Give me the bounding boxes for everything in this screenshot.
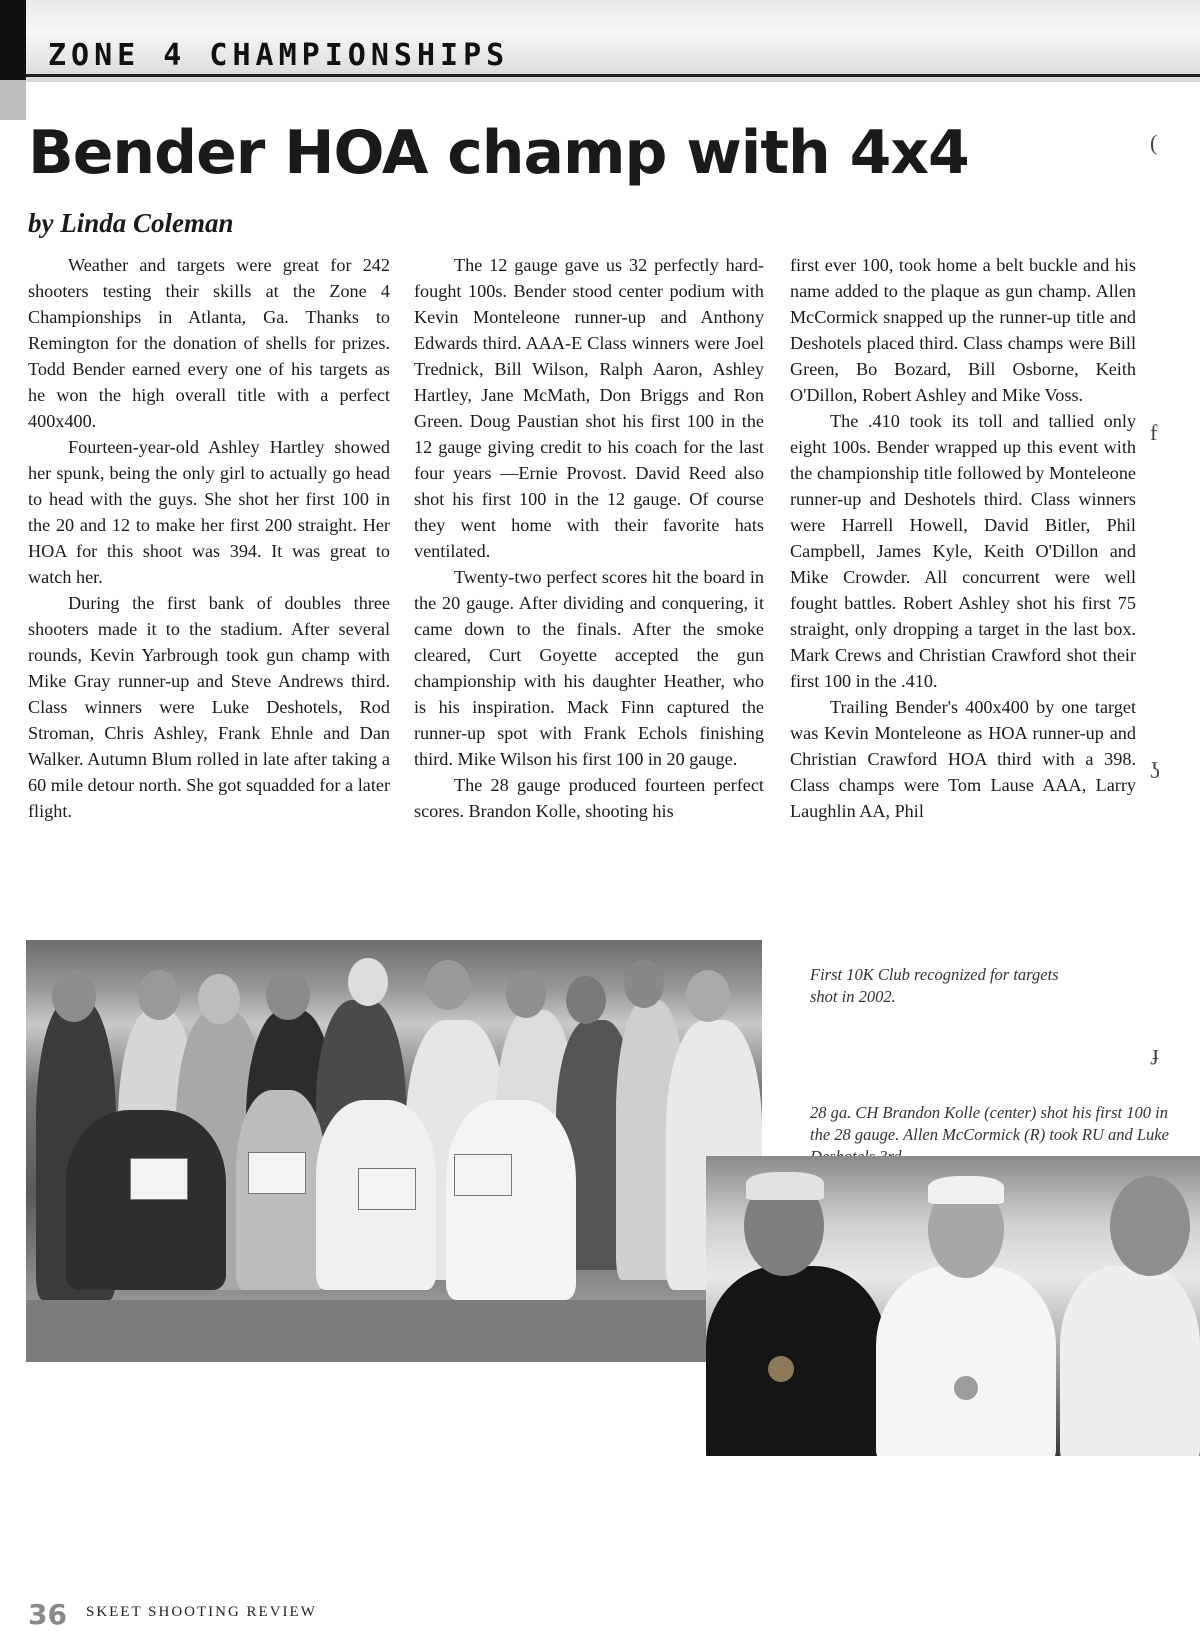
header-rule (26, 74, 1200, 77)
podium-photo-caption: 28 ga. CH Brandon Kolle (center) shot his first 100 in the 28 gauge. Allen McCormick (R) took RU and Luke (810, 1103, 1169, 1144)
group-photo (26, 940, 762, 1362)
page-number: 36 (28, 1598, 67, 1631)
article-byline: by Linda Coleman (28, 208, 234, 238)
publication-name: SKEET SHOOTING REVIEW (86, 1604, 317, 1620)
paragraph: During the first bank of doubles three shooters made it to the stadium. After several rounds, Kevin Yarbrough took gun champ with Mike Gray runner-up and Steve Andrews third. Class winners were Luke Deshotels, Rod Stroman, Chris Ashley, Frank Ehnle and Dan Walker. Autumn Blum rolled in late after taking a 60 mile detour north. She got squadded for a later flight. (28, 593, 390, 821)
paragraph: The 28 gauge produced fourteen perfect scores. Brandon Kolle, shooting his (414, 775, 764, 821)
header-accent-grey (0, 80, 26, 120)
paragraph: The 12 gauge gave us 32 perfectly hard-fought 100s. Bender stood center podium with Kevin Monteleone runner-up and Anthony Edwards third. AAA-E Class winners were Joel Trednick, Bill Wilson, Ralph Aaron, Ashley Hartley, Jane McMath, Don Briggs and Ron Green. Doug Paustian shot his first 100 in the 12 gauge giving credit to his coach for the last four years —Ernie Provost. David Reed also shot his first 100 in the 12 gauge. Of course they went home with their favorite hats ventilated. (414, 255, 764, 561)
paragraph: first ever 100, took home a belt buckle and his name added to the plaque as gun champ. Allen McCormick snapped up the runner-up title and Deshotels placed third. Class champs were Bill Green, Bo Bozard, Bill Osborne, Keith O'Dillon, Robert Ashley and Mike Voss. (790, 255, 1136, 405)
paragraph: Trailing Bender's 400x400 by one target was Kevin Monteleone as HOA runner-up and Christian Crawford HOA third with a 398. Class champs were Tom Lause AAA, Larry Laughlin AA, Phil (790, 697, 1136, 821)
article-column-1 (28, 252, 390, 824)
margin-mark: ɟ (1152, 1040, 1160, 1065)
paragraph: Weather and targets were great for 242 shooters testing their skills at the Zone 4 Championships in Atlanta, Ga. Thanks to Remington for the donation of shells for prizes. Todd Bender earned every one of his targets as he won the high overall title with a perfect 400x400. (28, 255, 390, 431)
paragraph: The .410 took its toll and tallied only eight 100s. Bender wrapped up this event with the championship title followed by Monteleone runner-up and Deshotels third. Class winners were Harrell Howell, David Bitler, Phil Campbell, James Kyle, Keith O'Dillon and Mike Crowder. All concurrent were well fought battles. Robert Ashley shot his first 75 straight, only dropping a target in the last box. Mark Crews and Christian Crawford shot their first 100 in the .410. (790, 411, 1136, 691)
margin-mark: ( (1150, 130, 1158, 155)
podium-photo (706, 1156, 1200, 1456)
margin-mark: ʖ (1150, 758, 1160, 783)
paragraph: Fourteen-year-old Ashley Hartley showed her spunk, being the only girl to actually go head to head with the guys. She shot her first 100 in the 20 and 12 to make her first 200 straight. Her HOA for this shoot was 394. It was great to watch her. (28, 437, 390, 587)
article-column-2 (414, 252, 764, 824)
group-photo-caption: First 10K Club recognized for targets shot in 2002. (810, 965, 1059, 1006)
paragraph: Twenty-two perfect scores hit the board in the 20 gauge. After dividing and conquering, it came down to the finals. After the smoke cleared, Curt Goyette accepted the gun championship with his daughter Heather, who is his inspiration. Mack Finn captured the runner-up spot with Frank Echols finishing third. Mike Wilson his first 100 in 20 gauge. (414, 567, 764, 769)
section-label: ZONE 4 CHAMPIONSHIPS (48, 38, 510, 73)
article-column-3 (790, 252, 1136, 824)
article-headline: Bender HOA champ with 4x4 (28, 118, 969, 188)
margin-mark: f (1150, 420, 1158, 445)
